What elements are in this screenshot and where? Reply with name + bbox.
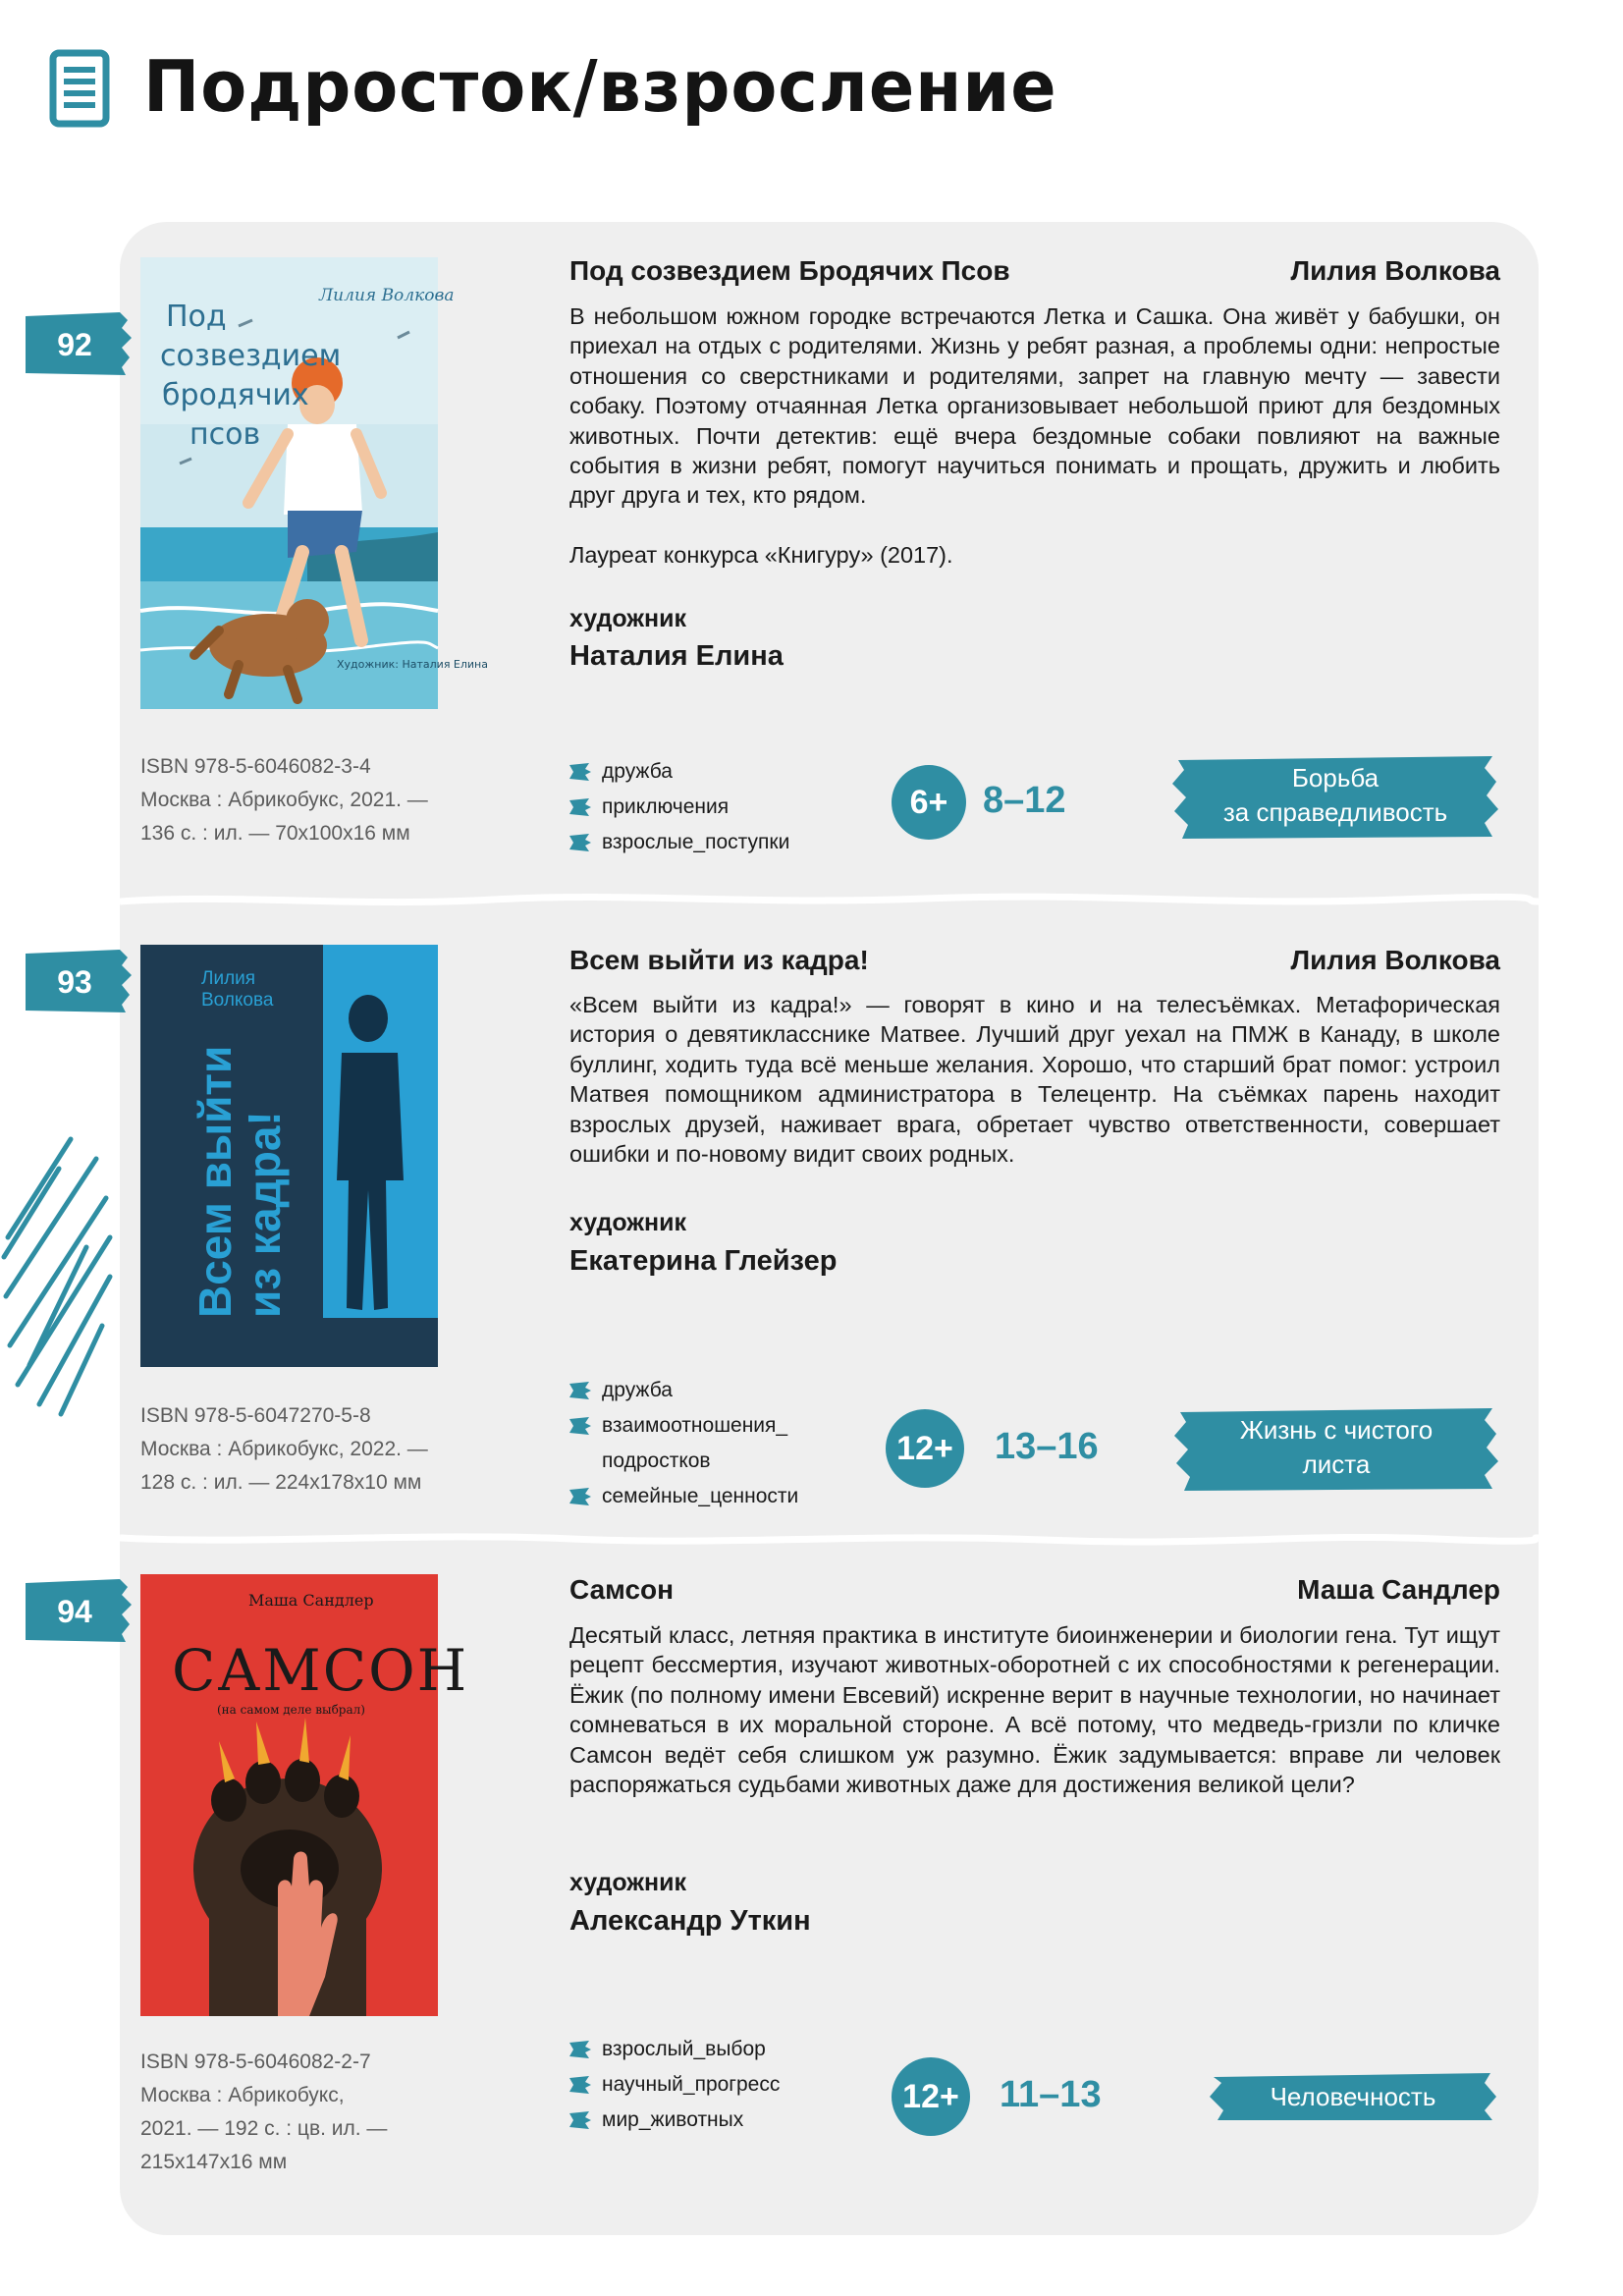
svg-text:Художник: Наталия Елина: Художник: Наталия Елина bbox=[337, 658, 488, 671]
book-meta bbox=[140, 1399, 474, 1500]
tag-icon bbox=[569, 2076, 593, 2094]
document-list-icon bbox=[49, 49, 110, 128]
publication: Москва : Абрикобукс, 2021. — bbox=[140, 789, 428, 811]
tag-icon bbox=[569, 2041, 593, 2058]
book-cover[interactable] bbox=[140, 257, 488, 709]
tag[interactable]: мир_животных bbox=[569, 2103, 864, 2138]
svg-text:САМСОН: САМСОН bbox=[172, 1637, 469, 1704]
age-rating-badge: 12+ bbox=[886, 1409, 964, 1488]
tag-icon bbox=[569, 763, 593, 781]
illustrator-label: художник bbox=[569, 1869, 687, 1896]
theme-label[interactable]: Человечность bbox=[1206, 2071, 1500, 2122]
tag[interactable]: научный_прогресс bbox=[569, 2067, 864, 2103]
book-description: «Всем выйти из кадра!» — говорят в кино и на телесъёмках. Метафорическая история о девятикласснике Матвее. Лучший друг уехал на ПМЖ в Канаду, в школе буллинг, ходить туда всё меньше желания. Хорошо, что старший брат помог: устроил Матвея помощником администратора в Телецентр. На съёмках парень находит взрослых друзей, наживает врага, обретает чувство ответственности, совершает ошибки и по-новому видит своих родных. bbox=[569, 992, 1500, 1168]
age-range: 11–13 bbox=[1000, 2074, 1102, 2115]
section-divider bbox=[120, 1527, 1539, 1551]
book-author: Лилия Волкова bbox=[1290, 255, 1500, 286]
age-rating-badge: 6+ bbox=[892, 765, 966, 840]
svg-text:Под: Под bbox=[166, 300, 227, 334]
isbn: ISBN 978-5-6046082-2-7 bbox=[140, 2050, 371, 2073]
book-number-badge: 93 bbox=[26, 950, 134, 1014]
publication: Москва : Абрикобукс, bbox=[140, 2084, 345, 2106]
book-meta bbox=[140, 750, 474, 850]
specs: 128 с. : ил. — 224х178х10 мм bbox=[140, 1471, 422, 1494]
illustrator-name: Наталия Елина bbox=[569, 640, 784, 672]
book-description: Десятый класс, летняя практика в институте биоинженерии и биологии гена. Тут ищут рецепт бессмертия, изучают животных-оборотней с их способностями к регенерации. Ёжик (по полному имени Евсевий) искренне верит в научные технологии, но начинает сомневаться в их моральной стороне. А всё потому, что медведь-гризли по кличке Самсон ведёт себя слишком уж разумно. Ёжик задумывается: вправе ли человек распоряжаться судьбами животных даже для достижения великой цели? bbox=[569, 1622, 1500, 1798]
decorative-stripes bbox=[0, 1129, 128, 1424]
publication: Москва : Абрикобукс, 2022. — bbox=[140, 1438, 428, 1460]
tag[interactable]: взрослые_поступки bbox=[569, 825, 864, 860]
svg-text:бродячих: бродячих bbox=[162, 378, 309, 412]
tag-list bbox=[569, 754, 864, 860]
tag[interactable]: взаимоотношения_ bbox=[569, 1408, 864, 1444]
svg-text:псов: псов bbox=[189, 417, 261, 452]
tag-icon bbox=[569, 1382, 593, 1399]
svg-text:Волкова: Волкова bbox=[201, 990, 274, 1011]
svg-text:Маша Сандлер: Маша Сандлер bbox=[248, 1591, 374, 1610]
book-award: Лауреат конкурса «Книгуру» (2017). bbox=[569, 542, 953, 568]
dimensions: 215х147х16 мм bbox=[140, 2151, 288, 2173]
tag-icon bbox=[569, 798, 593, 816]
tag-list bbox=[569, 1373, 864, 1514]
book-author: Лилия Волкова bbox=[1290, 945, 1500, 975]
tag[interactable]: взрослый_выбор bbox=[569, 2032, 864, 2067]
illustrator-name: Александр Уткин bbox=[569, 1905, 811, 1937]
tag[interactable]: приключения bbox=[569, 790, 864, 825]
tag-icon bbox=[569, 1417, 593, 1435]
tag-list bbox=[569, 2032, 864, 2138]
svg-text:Лилия Волкова: Лилия Волкова bbox=[319, 286, 455, 305]
isbn: ISBN 978-5-6047270-5-8 bbox=[140, 1404, 371, 1427]
svg-text:Лилия: Лилия bbox=[201, 968, 256, 989]
specs: 2021. — 192 с. : цв. ил. — bbox=[140, 2117, 388, 2140]
book-description: В небольшом южном городке встречаются Летка и Сашка. Она живёт у бабушки, он приехал на отдых с родителями. Жизнь у ребят разная, а проблемы одни: непростые отношения со сверстниками и родителями, запрет на главную мечту — завести собаку. Поэтому отчаянная Летка организовывает небольшой приют для бездомных животных. Почти детектив: ещё вчера бездомные собаки повлияют на важные события в жизни ребят, помогут научиться понимать и прощать, дружить и любить друг друга и тех, кто рядом. bbox=[569, 303, 1500, 509]
book-title[interactable]: Под созвездием Бродячих Псов bbox=[569, 255, 1010, 286]
book-title[interactable]: Самсон bbox=[569, 1574, 675, 1605]
page-title: Подросток/взросление bbox=[143, 45, 1057, 128]
book-title[interactable]: Всем выйти из кадра! bbox=[569, 945, 869, 975]
tag-continuation[interactable]: подростков bbox=[602, 1449, 711, 1472]
tag[interactable]: семейные_ценности bbox=[569, 1479, 864, 1514]
book-author: Маша Сандлер bbox=[1297, 1574, 1500, 1605]
book-cover[interactable] bbox=[140, 945, 438, 1367]
tag[interactable]: дружба bbox=[569, 754, 864, 790]
theme-label[interactable]: Жизнь с чистого листа bbox=[1170, 1404, 1502, 1493]
illustrator-label: художник bbox=[569, 1209, 687, 1236]
svg-text:Всем выйти: Всем выйти bbox=[189, 1045, 241, 1318]
age-range: 13–16 bbox=[995, 1426, 1099, 1467]
book-number-badge: 94 bbox=[26, 1579, 134, 1644]
book-cover[interactable] bbox=[140, 1574, 469, 2016]
tag-icon bbox=[569, 2111, 593, 2129]
age-rating-badge: 12+ bbox=[892, 2057, 970, 2136]
svg-text:(на самом деле выбрал): (на самом деле выбрал) bbox=[217, 1703, 365, 1717]
svg-text:созвездием: созвездием bbox=[160, 339, 342, 373]
tag[interactable]: дружба bbox=[569, 1373, 864, 1408]
book-number-badge: 92 bbox=[26, 312, 134, 377]
illustrator-label: художник bbox=[569, 605, 687, 632]
specs: 136 с. : ил. — 70х100х16 мм bbox=[140, 822, 410, 845]
tag-icon bbox=[569, 834, 593, 851]
illustrator-name: Екатерина Глейзер bbox=[569, 1245, 838, 1277]
svg-text:из кадра!: из кадра! bbox=[239, 1111, 290, 1318]
section-divider bbox=[120, 890, 1539, 913]
tag-icon bbox=[569, 1488, 593, 1505]
book-meta bbox=[140, 2046, 474, 2179]
isbn: ISBN 978-5-6046082-3-4 bbox=[140, 755, 371, 778]
age-range: 8–12 bbox=[983, 780, 1066, 821]
theme-label[interactable]: Борьба за справедливость bbox=[1168, 752, 1502, 841]
